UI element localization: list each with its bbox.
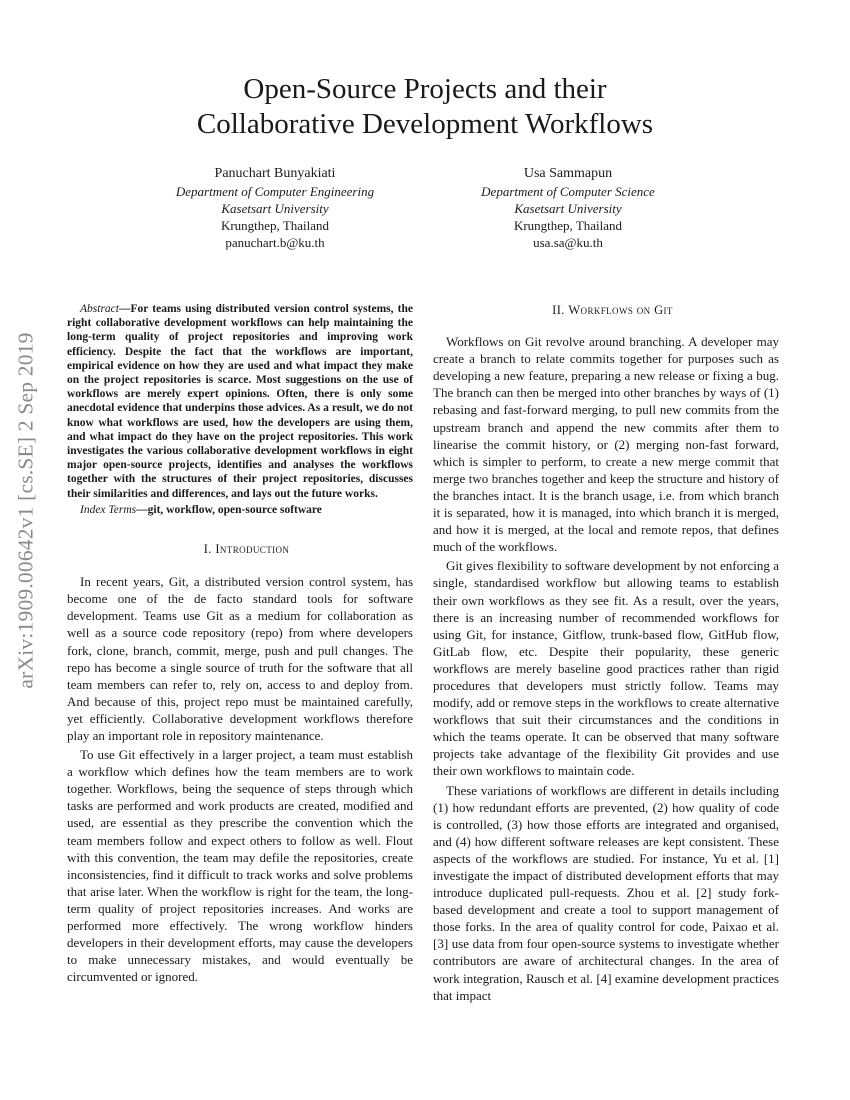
- paper-title: [0, 72, 850, 142]
- index-terms: [67, 503, 413, 517]
- arxiv-id: arXiv:1909.00642v1 [cs.SE] 2 Sep 2019: [13, 331, 38, 689]
- author-email[interactable]: panuchart.b@ku.th: [225, 235, 325, 250]
- author-department: Department of Computer Engineering: [175, 184, 375, 199]
- author-university: Kasetsart University: [514, 201, 622, 216]
- section-title: Workflows on Git: [568, 303, 673, 317]
- abstract-text: —For teams using distributed version control systems, the right collaborative development workflows can help maintaining the long-term quality of project repositories and improving work efficiency. Despite the fact that the workflows are important, empirical evidence on how they are used and what impact they make on the project repositories is scarce. Most suggestions on the use of workflows are merely expert opinions. Often, there is only some anecdotal evidence that underpins those advices. As a result, we do not know what workflows are used, how the developers are using them, and what impact do they have on the project repositories. This work investigates the various collaborative development workflows in eight major open-source projects, identifies and analyses the workflows together with the structures of their project repositories, discusses their similarities and differences, and lays out the future works.: [67, 303, 413, 500]
- arxiv-watermark: [6, 280, 46, 740]
- paragraph: In recent years, Git, a distributed version control system, has become one of the de facto standard tools for software development. Teams use Git as a medium for collaboration as well as a source code repository (repo) from where developers fork, clone, branch, commit, merge, push and pull changes. The repo has become a single source of truth for the software that all team members can refer to, rely on, access to and deploy from. And because of this, project repo must be maintained carefully, yet efficiently. Collaborative development workflows therefore play an important role in repository maintenance.: [67, 574, 413, 743]
- author-email[interactable]: usa.sa@ku.th: [533, 235, 603, 250]
- author-location: Krungthep, Thailand: [220, 218, 330, 233]
- author-block-1: [125, 164, 425, 251]
- author-location: Krungthep, Thailand: [513, 218, 623, 233]
- author-name: Panuchart Bunyakiati: [214, 166, 336, 181]
- author-block-2: [418, 164, 718, 251]
- section-title: Introduction: [215, 542, 290, 557]
- abstract: [67, 302, 413, 501]
- author-university: Kasetsart University: [221, 201, 329, 216]
- section-number: II.: [552, 303, 569, 317]
- paragraph: Git gives flexibility to software development by not enforcing a single, standardised workflow but allowing teams to establish their own workflows as they see fit. As a result, over the years, there is an increasing number of recommended workflows for using Git, for instance, Gitflow, trunk-based flow, GitHub flow, GitLab flow, etc. Despite their popularity, these generic workflows are merely baseline good practices rather than rigid procedures that developers must strictly follow. Teams may modify, add or remove steps in the workflows to create alternative workflows that suit their circumstances and the conditions in which the teams operate. It can be observed that many software projects take advantage of the flexibility Git provides and use their own workflows to maintain code.: [433, 558, 779, 779]
- section-heading-introduction: [67, 541, 413, 558]
- section-number: I.: [203, 542, 216, 557]
- title-line-1: Open-Source Projects and their: [243, 73, 607, 105]
- author-name: Usa Sammapun: [523, 166, 613, 181]
- left-column: [67, 302, 413, 985]
- author-department: Department of Computer Science: [481, 184, 655, 199]
- paragraph: To use Git effectively in a larger project, a team must establish a workflow which defines how the team members are to work together. Workflows, being the sequence of steps through which tasks are performed and work products are created, modified and used, are essential as they prescribe the convention which the team members follow and expect others to follow as well. Flout with this convention, the team may defile the repositories, create inconsistencies, find it difficult to track works and solve problems that arise later. When the workflow is right for the team, the long-term quality of project repositories increases. And works are performed more effectively. The wrong workflow hinders developers in their development efforts, may cause the developers to make unnecessary mistakes, and would eventually be circumvented or ignored.: [67, 747, 413, 985]
- right-column: [433, 302, 779, 1004]
- abstract-lead: Abstract: [80, 303, 119, 315]
- paragraph: Workflows on Git revolve around branching. A developer may create a branch to relate commits together for purposes such as developing a new feature, preparing a new release or fixing a bug. The branch can then be merged into other branches by ways of (1) rebasing and fast-forward merging, to pull new commits from the upstream branch and append the new commits after them to linearise the commit history, or (2) merging non-fast forward, which is simpler to perform, to create a new merge commit that merge two branches together and keep the structure and history of the branches intact. It is the branch usage, i.e. from which branch it is separated, how it is managed, into which branch it is merged, and how it is merged, at the local and remote repos, that defines much of the workflows.: [433, 334, 779, 555]
- title-line-2: Collaborative Development Workflows: [196, 108, 654, 140]
- index-terms-text: —git, workflow, open-source software: [136, 503, 322, 516]
- section-heading-workflows: [433, 302, 779, 319]
- index-terms-lead: Index Terms: [80, 503, 137, 516]
- paragraph: These variations of workflows are different in details including (1) how redundant efforts are prevented, (2) how quality of code is controlled, (3) how those efforts are integrated and organised, and (4) how different software releases are kept consistent. These aspects of the workflows are studied. For instance, Yu et al. [1] investigate the impact of distributed development efforts that may introduce duplicated pull-requests. Zhou et al. [2] study fork-based development and create a tool to support management of those forks. In the area of quality control for code, Paixao et al. [3] use data from four open-source systems to investigate whether contributors are aware of architectural changes. In the area of work integration, Rausch et al. [4] examine development practices that impact: [433, 782, 779, 1003]
